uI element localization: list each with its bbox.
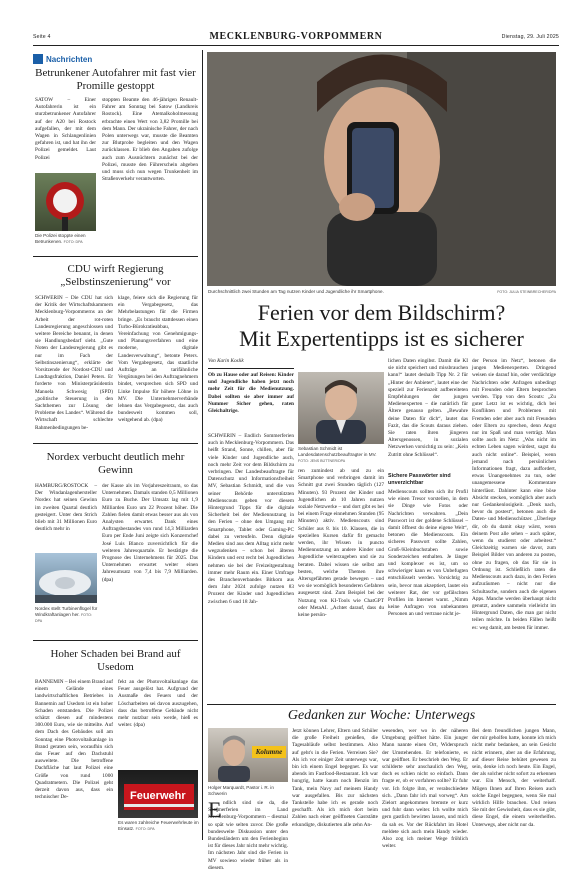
main-text-col3: lichen Daten eingibst. Damit die KI sie nicht speichert und missbrauchen kann!“ lautet deshalb Tipp Nr. 2 für „Hinter der Anbieter“, lautet eine der speziell zur Ferienzeit aufbereiteten Empfehlungen der jungen Medienexperten – die natürlich für Ältere genauso gelten. „Bewahre deine Daten für dich“, lautet das Fazit, das die Scouts daraus ziehen. Sie raten ihren jüngeren Altersgenossen, in sozialen Netzwerken vorsichtig zu sein: „Kein Zutritt ohne Schlüssel“.: [388, 358, 468, 458]
kolumne-label: Kolumne: [252, 746, 286, 758]
divider: [33, 256, 198, 257]
police-sign-photo: [35, 173, 96, 231]
kolumne-author-caption: Holger Marquardt, Pastor i. R. in Schwerin: [208, 785, 274, 796]
turbine-blade-photo: [35, 553, 97, 603]
portrait-caption: [298, 446, 384, 464]
main-lead: Ob zu Hause oder auf Reisen: Kinder und Jugendliche haben jetzt noch mehr Zeit für die Medienutzung. Dabei sollten sie aber immer auf Nummer Sicher gehen, raten Gleichaltrige.: [208, 372, 294, 415]
story3-text-col1: HAMBURG/ROSTOCK – Der Windanlagenhersteller Nordex hat seinen Gewinn im zweiten Quartal deutlich gesteigert. Unter dem Strich blieb mit 31 Millionen Euro deutlich mehr in: [35, 483, 97, 533]
story2-text-col2: klage, feiere sich die Regierung für ein Vergabegesetz, das Mehrbelastungen für die Firmen bringe. „Es braucht stattdessen einen Turbo-Bürokratieabbau, Vereinfachung von Genehmigungs- und Planungsverfahren und eine moderne, digitale Landesverwaltung“, betonte Peters. Vom Vergabegesetz, das staatliche Aufträge an tarifähnliche Vergütungen bei den Auftragnehmern bindet, versprechen sich SPD und Linke Impulse für höhere Löhne in MV. Die Unternehmerverbände lehnen das Vergabegesetz, das auch bundesweit kommen soll, weitgehend ab. (dpa): [118, 295, 198, 424]
divider: [33, 443, 198, 444]
truck-lettering: Feuerwehr: [130, 790, 186, 802]
main-text-col2: ren zumindest ab und zu ein Smartphone und verbringen damit im Schnitt gut zwei Stunden täglich (127 Minuten). 93 Prozent der Kinder und Jugendlichen ab 10 Jahren nutzen soziale Netzwerke – und dort gibt es bei bei einem Frage einnehmen Stunden (95 Minuten) aktiv. Medienscouts sind Schüler aus 8. bis 10. Klassen, die in speziellen Kursen dafür fit gemacht werden, ihr Wissen in puncto Mediennutzung an andere Kinder und Jugendliche weiterzugeben und sie zu beraten. Dabei wissen sie selbst am besten, welche Themen ihre Altersgefährten gerade bewegen – und wo sie womöglich besonderen Gefahren ausgesetzt sind. Zum Beispiel bei der Nutzung von KI-Tools wie ChatGPT oder MetaAI. „Achtet darauf, dass du keine persön-: [298, 468, 384, 619]
story3-text-col2: der Kasse als im Vorjahreszeitraum, so das Unternehmen. Damals standen 0,5 Millionen Euro zu Buche. Der Umsatz lag mit 1,9 Milliarden Euro um 22 Prozent höher. Die Zahlen fielen damit etwas besser aus als von Analysten erwartet. Dank eines Auftragsbestandes von rund 14,3 Milliarden Euro per Ende Juni zeigte sich Konzernchef José Luis Blanco zuversichtlich für die weiteren Jahresquartale. Er bestätigte die Prognose des Unternehmens für 2025. Das Unternehmen erwartet weiter einen Jahresumsatz von 7,4 bis 7,9 Milliarden. (dpa): [102, 483, 198, 583]
story2-text-col1: SCHWERIN – Die CDU hat sich der Kritik der Wirtschaftskammern Mecklenburg-Vorpommerns an der Arbeit der rot-roten Landesregierung angeschlossen und weitere Bereiche benannt, in denen sie Handlungsbedarf sieht. „Gute Noten der Landesregierung gibt es nur im Fach der Selbstinszenierung“, erklärte der Vorsitzende der Nordost-CDU und Landtagsfraktion, Daniel Peters. Er forderte von Ministerpräsidentin Manuela Schwesig (SPD) „politische Steuerung in den Sachthemen zur Lösung der Probleme des Landes“. Während die Wirtschaft schlechte Rahmenbedingungen be-: [35, 295, 113, 431]
story1-caption: [35, 233, 98, 245]
story1-credit: FOTO: DPA: [63, 240, 83, 244]
column-divider: [202, 50, 203, 840]
story3-caption-text: Nordex stellt Turbinenflügel für Windkraftanlagen her.: [35, 606, 98, 617]
story4-caption: [118, 820, 200, 832]
story2-headline: CDU wirft Regierung „Selbstinszenierung“ vor: [60, 263, 171, 288]
nachrichten-kicker: Nachrichten: [46, 55, 93, 64]
divider: [33, 640, 198, 641]
main-text-col1: SCHWERIN – Endlich Sommerferien auch in Mecklenburg-Vorpommern. Das heißt Strand, Sonne, chillen, aber für viele Kinder und Jugendliche auch, noch mehr Zeit vor dem Bildschirm zu verbringen. Der Landesbeauftragte für Datenschutz und Informationsfreiheit MV, Sebastian Schmidt, und die von seiner Behörde unterstützten Medienscouts geben vor diesem Hintergrund Tipps für die digitale Sicherheit bei der Mediennutzung in den Ferien – ohne den Umgang mit Smartphone, Tablet oder Gaming-PC dabei zu verteufeln. Denn digitale Medien sind aus dem Alltag nicht mehr wegzudenken – schon bei älteren Kindern und erst recht bei Jugendlichen nehmen sie bei der Freizeitgestaltung immer mehr Raum ein. Einer Umfrage des Branchenverbandes Bitkom aus dem Jahr 2024 zufolge nutzen 83 Prozent der Kinder und Jugendlichen zwischen 6 und 18 Jah-: [208, 433, 294, 605]
kolumne-text-col1: ndlich sind sie da, die Sommerferien im Land Mecklenburg-Vorpommern – diesmal so spät wie selten zuvor. Die große bundesweite Diskussion unter den Bundesländern um den Ferienbeginn ist für dieses Jahr nicht mehr wichtig. Im nächsten Jahr sind die Ferien in MV sowieso wieder früher als in diesem.: [208, 800, 288, 871]
kolumne-text-col2: Jetzt können Lehrer, Eltern und Schüler die große Freiheit genießen, die Tagesabläufe selbst bestimmen. Also auf geht's in die Ferien. Verreisen Sie? Als ich vor einiger Zeit unterwegs war, bin ich einem Engel begegnet. Es war abends im Fastfood-Restaurant. Ich war hungrig, hatte kaum noch Benzin im Tank, mein Navy auf meinem Handy war ausgefallen. Bis zur nächsten Tankstelle habe ich es gerade noch geschafft. Als ich mich dort beim Zahlen nach einer geöffneten Gaststätte erkundigte, diskutierten alle zehn An-: [292, 728, 378, 828]
portrait-credit: FOTO: JENS BÜTTNER/DPA: [298, 459, 346, 463]
page-header: [33, 31, 559, 43]
main-text-col3b: Medienscouts sollten sich ihr Profil wie einen Tresor vorstellen, in dem sie Dinge wie Fotos oder Nachrichten verwahren. „Dein Passwort ist der goldene Schlüssel – damit öffnest du deine eigene Welt“, betonen die Medienscouts. Ein sicheres Passwort sollte Zahlen, Groß-/Kleinbuchstaben sowie Sonderzeichen enthalten. Je länger und komplexer es ist, um so schwieriger kann es von Unbefugten entschlüsselt werden. Vorsichtig zu sein, bevor man akzeptiert, lautet ein weiterer Rat, der vor gefälschten Profilen im Internet warnt. „Nimm keine Anfragen von unbekannten Personen an und vertraue nicht je-: [388, 489, 468, 618]
page-number: Seite 4: [33, 34, 51, 40]
main-photo-smartphone: [207, 52, 556, 286]
main-author: Von Karin Koslik: [208, 358, 244, 364]
story4-text-col2: fekt an der Photovoltaikanlage das Feuer ausgelöst hat. Aufgrund der Ausmaße des Feuers und der Löscharbeiten sei davon auszugehen, dass das betroffene Gebäude nicht mehr nutzbar sein werde, hieß es weiter. (dpa): [118, 679, 198, 729]
kolumne-initial: E: [208, 797, 222, 822]
main-headline-line2: Mit Expertentipps ist es sicherer: [239, 326, 524, 351]
main-headline-line1: Ferien vor dem Bildschirm?: [257, 300, 506, 325]
story4-credit: FOTO: DPA: [135, 827, 155, 831]
story4-text-col1: BANNEMIN – Bei einem Brand auf einem Gelände eines landwirtschaftlichen Betriebes in Bannemin auf Usedom ist ein hoher Schaden entstanden. Die Polizei schätzt diesen auf mindestens 300.000 Euro, wie sie mitteilte. Auf dem Dach des Gebäudes soll am Sonntag eine Photovoltaikanlage in Brand geraten sein, woraufhin sich das Feuer auf den Dachstuhl ausweitete. Die betroffene Dachfläche hat laut Polizei eine Größe von rund 1000 Quadratmetern. Die Polizei geht derzeit davon aus, dass ein technischer De-: [35, 679, 113, 801]
kolumne-author-photo: [208, 728, 288, 782]
main-subhead: Sichere Passwörter sind unverzichtbar: [388, 473, 451, 486]
portrait-photo-schmidt: [298, 372, 384, 444]
main-text-col4: der Person im Netz“, betonen die jungen Medienexperten. Dringend weisen sie darauf hin, oder verdächtige Nachrichten oder Anfragen unbedingt mit Freunden oder Eltern besprochen werden. Tipp von den Scouts: „Zu guter Letzt ist es wichtig, dich bei Konflikten und Problemen mit Fremden oder aber auch mit Freunden oder Eltern zu sprechen, denn Angst nur im Spaß und man verträgt. Man sollte auch im Netz: „Was nicht im echten Leben sagen würdest, sagst du auch nicht online“. Beispiel, wenn jemand nach persönlichen Informationen fragt, dazu auffordert, etwas Unangenehmes zu tun, oder unangemessene Kommentare hinterlässt. Dahinter kann eine böse Absicht stecken, womöglich aber auch nur Gedankenlosigkeit. „Denk nach, bevor du postest“, betonen auch die Daten- und Medienschützer. „Überlege dir, ob du damit okay wärst, wenn deinem Post alle sehen – auch später, wenn du studierst oder arbeitest.“ Gleichzeitig warnen sie davor, zum Beispiel Bilder von anderen zu posten, ohne zu fragen, ob das für sie in Ordnung ist. Schließlich raten die Medienscouts auch dazu, in den Ferien aufzuräumen – nicht nur die Schultasche, sondern auch die eigenen Apps. Manche werden überhaupt nicht genutzt, andere sammeln vielleicht im Hintergrund Daten, die man gar nicht teilen möchte. In beiden Fällen heißt es: weg damit, am besten für immer.: [472, 358, 556, 631]
portrait-caption-text: Sebastian Schmidt ist Landesdatenschutzbeauftragter in MV.: [298, 446, 377, 457]
story1-headline: Betrunkener Autofahrer mit fast vier Promille gestoppt: [35, 67, 196, 92]
main-photo-caption: Durchschnittlich zwei Stunden am Tag nutzen Kinder und Jugendliche ihr Smartphone.: [208, 289, 384, 294]
story1-caption-text: Die Polizei stoppte einen Betrunkenen.: [35, 233, 86, 244]
story3-caption: [35, 606, 99, 624]
story1-text-col2: stoppten Beamte den 46-jährigen Renault-Fahrer am Sonntag bei Satow (Landkreis Rostock). Eine Atemalkoholmessung erbrachte einen Wert von 3,82 Promille bei dem Mann. Der ukrainische Fahrer, der nach Polen unterwegs war, musste die Beamten zur Blutprobe begleiten und den Wagen zurücklassen. Er blieb den Angaben zufolge auch zum Ausnüchtern zunächst bei der Polizei, musste den Führerschein abgeben und muss sich nun wegen Trunkenheit im Straßenverkehr verantworten.: [102, 97, 198, 183]
header-rule: [33, 45, 559, 46]
nachrichten-icon: [33, 54, 43, 64]
issue-date: Dienstag, 29. Juli 2025: [501, 34, 559, 40]
story4-headline: Hoher Schaden bei Brand auf Usedom: [50, 648, 181, 673]
main-photo-credit: FOTO: JULIA STEINBRECHER/DPA: [497, 290, 556, 294]
kolumne-text-col3: wesenden, wer wo in der näheren Umgebung geöffnet hätte. Ein junger Mann nannte einen Ort, Widerspruch der Umstehenden. Er telefonierte, es war geöffnet. Er beschrieb den Weg. Er schilderte sehr anschaulich den Weg, doch es schien nicht so einfach. Dann fragte er, ob er vorfahren sollte? Er fuhr vor. Ich folgte ihm, er verabschiedete sich. „Dann fahr ich mal vorweg“. Am Zielort angekommen bremste er kurz und fuhr dann weiter. Ich wollte mich gern gastlich bewirten lassen, und mich da sah es. Vor der Rückfahrt im Hotel meldete sich auch mein Handy wieder. Also zog ich meiner Wege fröhlich weiter.: [382, 728, 468, 850]
story1-text-col1: SATOW – Einer Autofahrerin ist ein sturzbetrunkener Autofahrer auf der A20 bei Rostock aufgefallen, der mit dem Wagen in Schlangenlinien gefahren ist, und hat ihn der Polizei gemeldet. Laut Polizei: [35, 97, 96, 161]
kolumne-headline: Gedanken zur Woche: Unterwegs: [287, 708, 476, 723]
story4-caption-text: Es waren zahlreiche Feuerwehrleute im Einsatz.: [118, 820, 199, 831]
author-rule: [208, 368, 294, 369]
fire-truck-photo: [118, 770, 198, 818]
main-headline: [207, 300, 556, 352]
story3-credit: FOTO: DPA: [35, 613, 92, 623]
story3-headline: Nordex verbucht deutlich mehr Gewinn: [46, 451, 185, 476]
kolumne-text-col4: Bei dem freundlichen jungen Mann, der mir geholfen hatte, konnte ich mich nicht mehr bedanken, an sein Gesicht nicht erinnern, aber an die Erfahrung, auf dieser Reise behütet gewesen zu sein, denke ich noch heute. Ein Engel, der als solcher nicht sofort zu erkennen war. Ein Mensch, der weiterhalf. Mögen Ihnen auf Ihren Reisen auch solche Engel begegnen, wenn Sie mal wirklich Hilfe brauchen. Und reisen Sie mit der Gewissheit, dass es sie gibt, diese Engel, die einem weiterhelfen. Unterwegs, aber nicht nur da.: [472, 728, 556, 828]
section-title: MECKLENBURG-VORPOMMERN: [209, 31, 383, 42]
divider: [207, 704, 556, 705]
